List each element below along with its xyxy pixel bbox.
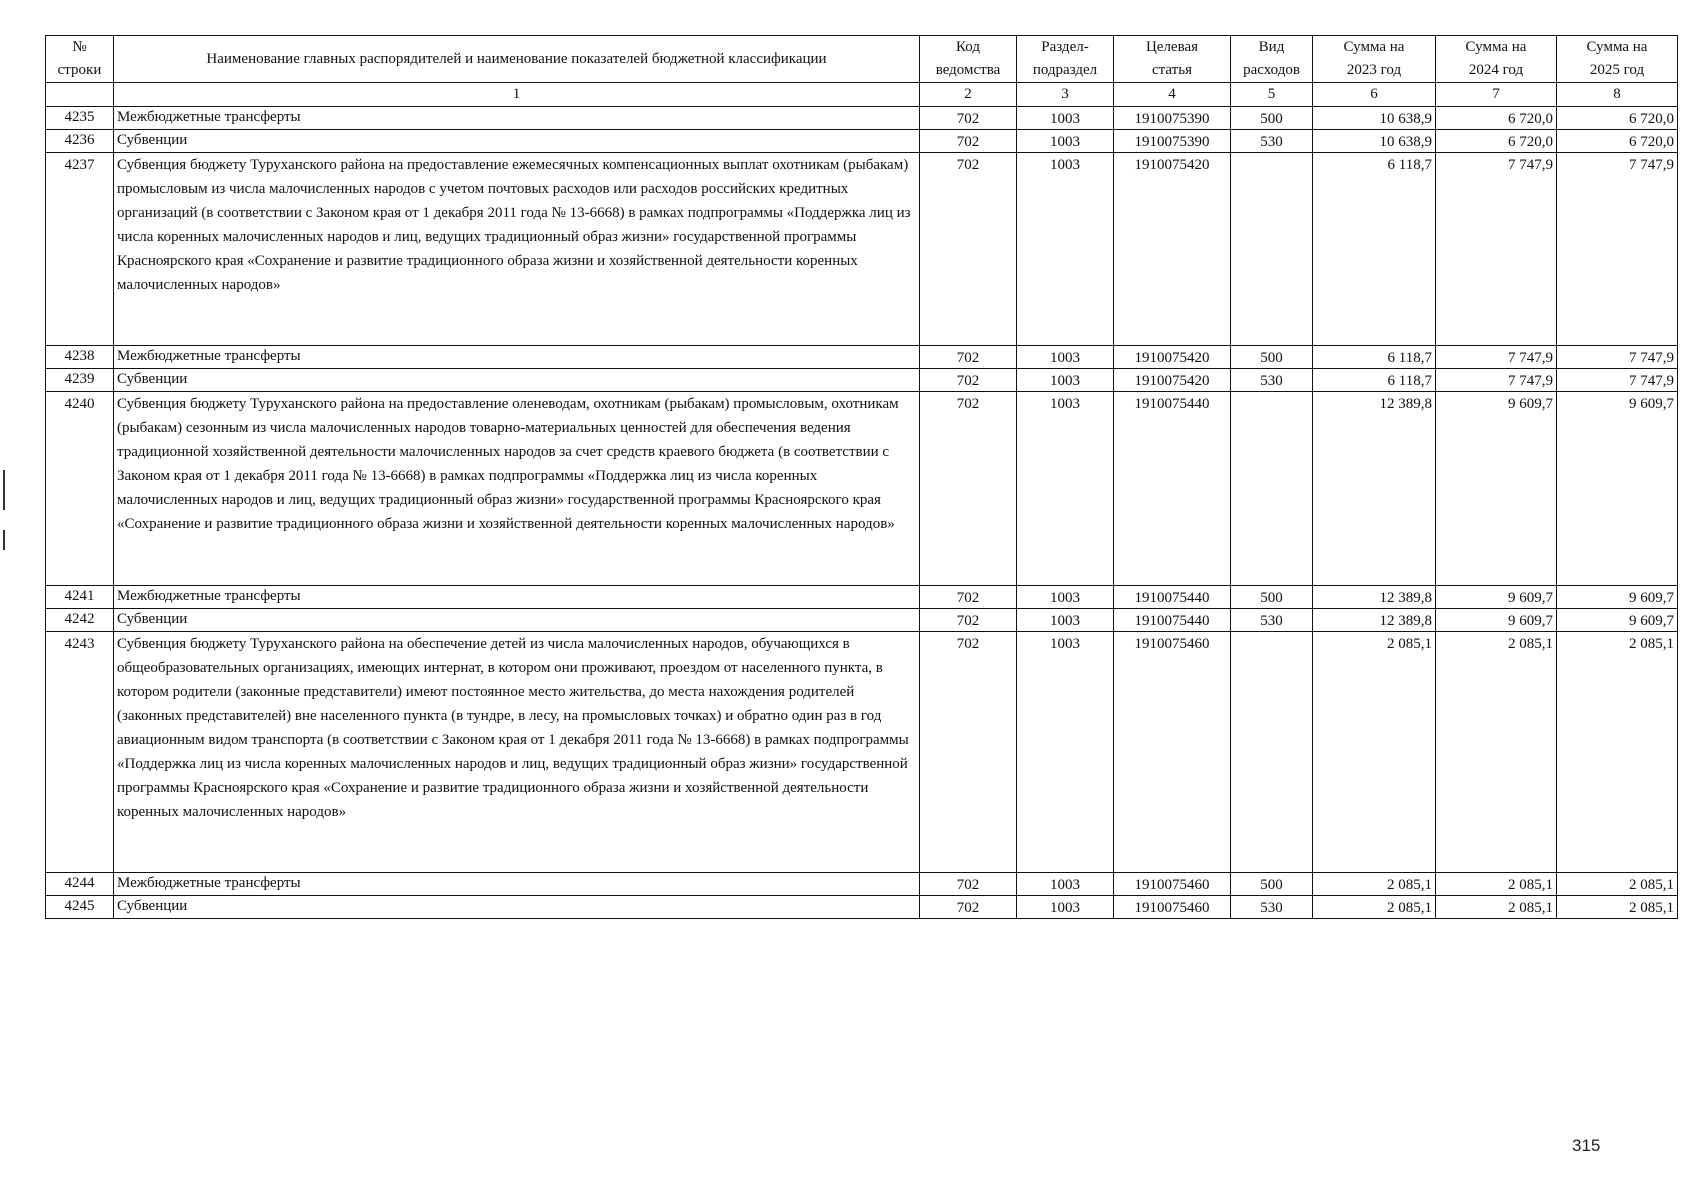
row-number: 4239 bbox=[46, 369, 114, 392]
column-number: 2 bbox=[920, 83, 1017, 107]
row-number: 4236 bbox=[46, 130, 114, 153]
row-section: 1003 bbox=[1017, 632, 1114, 873]
column-number: 8 bbox=[1557, 83, 1678, 107]
row-name: Субвенции bbox=[114, 130, 920, 153]
header-2025: Сумма на 2025 год bbox=[1557, 36, 1678, 83]
row-amount-2023: 10 638,9 bbox=[1313, 107, 1436, 130]
table-row bbox=[46, 107, 1678, 130]
row-amount-2025: 9 609,7 bbox=[1557, 392, 1678, 586]
row-name: Субвенции bbox=[114, 369, 920, 392]
row-code: 702 bbox=[920, 346, 1017, 369]
row-amount-2024: 7 747,9 bbox=[1436, 369, 1557, 392]
row-kind: 500 bbox=[1231, 346, 1313, 369]
row-amount-2025: 9 609,7 bbox=[1557, 586, 1678, 609]
column-number: 1 bbox=[114, 83, 920, 107]
row-name: Межбюджетные трансферты bbox=[114, 873, 920, 896]
scan-margin-mark bbox=[3, 530, 5, 550]
row-amount-2024: 9 609,7 bbox=[1436, 586, 1557, 609]
row-number: 4241 bbox=[46, 586, 114, 609]
row-number: 4244 bbox=[46, 873, 114, 896]
row-amount-2025: 2 085,1 bbox=[1557, 873, 1678, 896]
row-code: 702 bbox=[920, 873, 1017, 896]
row-kind bbox=[1231, 392, 1313, 586]
row-article: 1910075440 bbox=[1114, 392, 1231, 586]
row-kind: 530 bbox=[1231, 896, 1313, 919]
row-name: Субвенция бюджету Туруханского района на обеспечение детей из числа малочисленных народов, обучающихся в общеобразовательных организациях, имеющих интернат, в котором они проживают, проездом от населенного пункта, в котором родители (законные представители) имеют постоянное место жительства, до места нахождения родителей (законных представителей) вне населенного пункта (в тундре, в лесу, на промысловых точках) и обратно один раз в год авиационным видом транспорта (в соответствии с Законом края от 1 декабря 2011 года № 13-6668) в рамках подпрограммы «Поддержка лиц из числа коренных малочисленных народов и лиц, ведущих традиционный образ жизни» государственной программы Красноярского края «Сохранение и развитие традиционного образа жизни и хозяйственной деятельности коренных малочисленных народов» bbox=[114, 632, 920, 873]
row-kind: 530 bbox=[1231, 130, 1313, 153]
table-row bbox=[46, 369, 1678, 392]
row-code: 702 bbox=[920, 632, 1017, 873]
table-row bbox=[46, 896, 1678, 919]
row-article: 1910075460 bbox=[1114, 873, 1231, 896]
table-row bbox=[46, 392, 1678, 586]
scan-margin-mark bbox=[3, 470, 5, 510]
header-name: Наименование главных распорядителей и наименование показателей бюджетной классификации bbox=[114, 36, 920, 83]
row-article: 1910075390 bbox=[1114, 107, 1231, 130]
row-amount-2024: 7 747,9 bbox=[1436, 346, 1557, 369]
row-amount-2023: 2 085,1 bbox=[1313, 896, 1436, 919]
table-row bbox=[46, 873, 1678, 896]
column-number: 4 bbox=[1114, 83, 1231, 107]
row-code: 702 bbox=[920, 107, 1017, 130]
row-amount-2023: 12 389,8 bbox=[1313, 392, 1436, 586]
row-name: Субвенция бюджету Туруханского района на предоставление ежемесячных компенсационных выплат охотникам (рыбакам) промысловым из числа малочисленных народов с учетом почтовых расходов или расходов российских кредитных организаций (в соответствии с Законом края от 1 декабря 2011 года № 13-6668) в рамках подпрограммы «Поддержка лиц из числа коренных малочисленных народов и лиц, ведущих традиционный образ жизни» государственной программы Красноярского края «Сохранение и развитие традиционного образа жизни и хозяйственной деятельности коренных малочисленных народов» bbox=[114, 153, 920, 346]
row-amount-2024: 6 720,0 bbox=[1436, 107, 1557, 130]
row-code: 702 bbox=[920, 153, 1017, 346]
row-amount-2025: 9 609,7 bbox=[1557, 609, 1678, 632]
row-name: Субвенции bbox=[114, 896, 920, 919]
row-amount-2025: 7 747,9 bbox=[1557, 346, 1678, 369]
row-section: 1003 bbox=[1017, 896, 1114, 919]
row-name: Межбюджетные трансферты bbox=[114, 346, 920, 369]
row-amount-2025: 6 720,0 bbox=[1557, 107, 1678, 130]
table-row bbox=[46, 632, 1678, 873]
header-article: Целевая статья bbox=[1114, 36, 1231, 83]
row-amount-2023: 6 118,7 bbox=[1313, 153, 1436, 346]
row-article: 1910075440 bbox=[1114, 586, 1231, 609]
table-row bbox=[46, 153, 1678, 346]
row-kind: 500 bbox=[1231, 107, 1313, 130]
row-amount-2023: 12 389,8 bbox=[1313, 586, 1436, 609]
row-section: 1003 bbox=[1017, 586, 1114, 609]
row-number: 4235 bbox=[46, 107, 114, 130]
column-number: 5 bbox=[1231, 83, 1313, 107]
row-article: 1910075420 bbox=[1114, 369, 1231, 392]
row-article: 1910075440 bbox=[1114, 609, 1231, 632]
row-kind: 530 bbox=[1231, 609, 1313, 632]
column-number bbox=[46, 83, 114, 107]
row-amount-2024: 2 085,1 bbox=[1436, 896, 1557, 919]
row-code: 702 bbox=[920, 392, 1017, 586]
row-amount-2023: 2 085,1 bbox=[1313, 873, 1436, 896]
row-article: 1910075460 bbox=[1114, 632, 1231, 873]
header-no: № строки bbox=[46, 36, 114, 83]
row-article: 1910075390 bbox=[1114, 130, 1231, 153]
row-amount-2024: 2 085,1 bbox=[1436, 873, 1557, 896]
row-number: 4237 bbox=[46, 153, 114, 346]
row-number: 4240 bbox=[46, 392, 114, 586]
row-article: 1910075460 bbox=[1114, 896, 1231, 919]
row-code: 702 bbox=[920, 586, 1017, 609]
column-number-row bbox=[46, 83, 1678, 107]
row-section: 1003 bbox=[1017, 392, 1114, 586]
row-code: 702 bbox=[920, 130, 1017, 153]
header-2023: Сумма на 2023 год bbox=[1313, 36, 1436, 83]
header-kind: Вид расходов bbox=[1231, 36, 1313, 83]
row-amount-2024: 9 609,7 bbox=[1436, 609, 1557, 632]
row-section: 1003 bbox=[1017, 873, 1114, 896]
row-amount-2024: 7 747,9 bbox=[1436, 153, 1557, 346]
row-section: 1003 bbox=[1017, 153, 1114, 346]
row-code: 702 bbox=[920, 896, 1017, 919]
row-number: 4243 bbox=[46, 632, 114, 873]
column-number: 6 bbox=[1313, 83, 1436, 107]
row-amount-2023: 6 118,7 bbox=[1313, 346, 1436, 369]
row-kind bbox=[1231, 632, 1313, 873]
row-amount-2023: 12 389,8 bbox=[1313, 609, 1436, 632]
row-section: 1003 bbox=[1017, 130, 1114, 153]
row-amount-2023: 2 085,1 bbox=[1313, 632, 1436, 873]
row-name: Межбюджетные трансферты bbox=[114, 107, 920, 130]
row-section: 1003 bbox=[1017, 369, 1114, 392]
row-amount-2025: 6 720,0 bbox=[1557, 130, 1678, 153]
column-number: 3 bbox=[1017, 83, 1114, 107]
row-kind: 530 bbox=[1231, 369, 1313, 392]
row-amount-2025: 7 747,9 bbox=[1557, 153, 1678, 346]
row-amount-2025: 2 085,1 bbox=[1557, 632, 1678, 873]
budget-table bbox=[45, 35, 1678, 919]
row-amount-2024: 2 085,1 bbox=[1436, 632, 1557, 873]
row-amount-2024: 9 609,7 bbox=[1436, 392, 1557, 586]
row-kind bbox=[1231, 153, 1313, 346]
row-section: 1003 bbox=[1017, 107, 1114, 130]
row-name: Субвенции bbox=[114, 609, 920, 632]
row-amount-2023: 6 118,7 bbox=[1313, 369, 1436, 392]
page-number: 315 bbox=[1572, 1136, 1601, 1155]
row-number: 4245 bbox=[46, 896, 114, 919]
row-amount-2024: 6 720,0 bbox=[1436, 130, 1557, 153]
row-name: Субвенция бюджету Туруханского района на предоставление оленеводам, охотникам (рыбакам) промысловым, охотникам (рыбакам) сезонным из числа малочисленных народов товарно-материальных ценностей для обеспечения ведения традиционной хозяйственной деятельности малочисленных народов за счет средств краевого бюджета (в соответствии с Законом края от 1 декабря 2011 года № 13-6668) в рамках подпрограммы «Поддержка лиц из числа коренных малочисленных народов и лиц, ведущих традиционный образ жизни» государственной программы Красноярского края «Сохранение и развитие традиционного образа жизни и хозяйственной деятельности коренных малочисленных народов» bbox=[114, 392, 920, 586]
row-name: Межбюджетные трансферты bbox=[114, 586, 920, 609]
row-section: 1003 bbox=[1017, 346, 1114, 369]
table-row bbox=[46, 586, 1678, 609]
header-section: Раздел- подраздел bbox=[1017, 36, 1114, 83]
row-number: 4238 bbox=[46, 346, 114, 369]
table-row bbox=[46, 130, 1678, 153]
column-number: 7 bbox=[1436, 83, 1557, 107]
row-amount-2025: 2 085,1 bbox=[1557, 896, 1678, 919]
header-row bbox=[46, 36, 1678, 83]
header-2024: Сумма на 2024 год bbox=[1436, 36, 1557, 83]
table-row bbox=[46, 346, 1678, 369]
header-code: Код ведомства bbox=[920, 36, 1017, 83]
row-article: 1910075420 bbox=[1114, 153, 1231, 346]
row-code: 702 bbox=[920, 609, 1017, 632]
row-amount-2023: 10 638,9 bbox=[1313, 130, 1436, 153]
row-code: 702 bbox=[920, 369, 1017, 392]
table-row bbox=[46, 609, 1678, 632]
row-number: 4242 bbox=[46, 609, 114, 632]
row-kind: 500 bbox=[1231, 586, 1313, 609]
row-amount-2025: 7 747,9 bbox=[1557, 369, 1678, 392]
row-kind: 500 bbox=[1231, 873, 1313, 896]
row-section: 1003 bbox=[1017, 609, 1114, 632]
row-article: 1910075420 bbox=[1114, 346, 1231, 369]
